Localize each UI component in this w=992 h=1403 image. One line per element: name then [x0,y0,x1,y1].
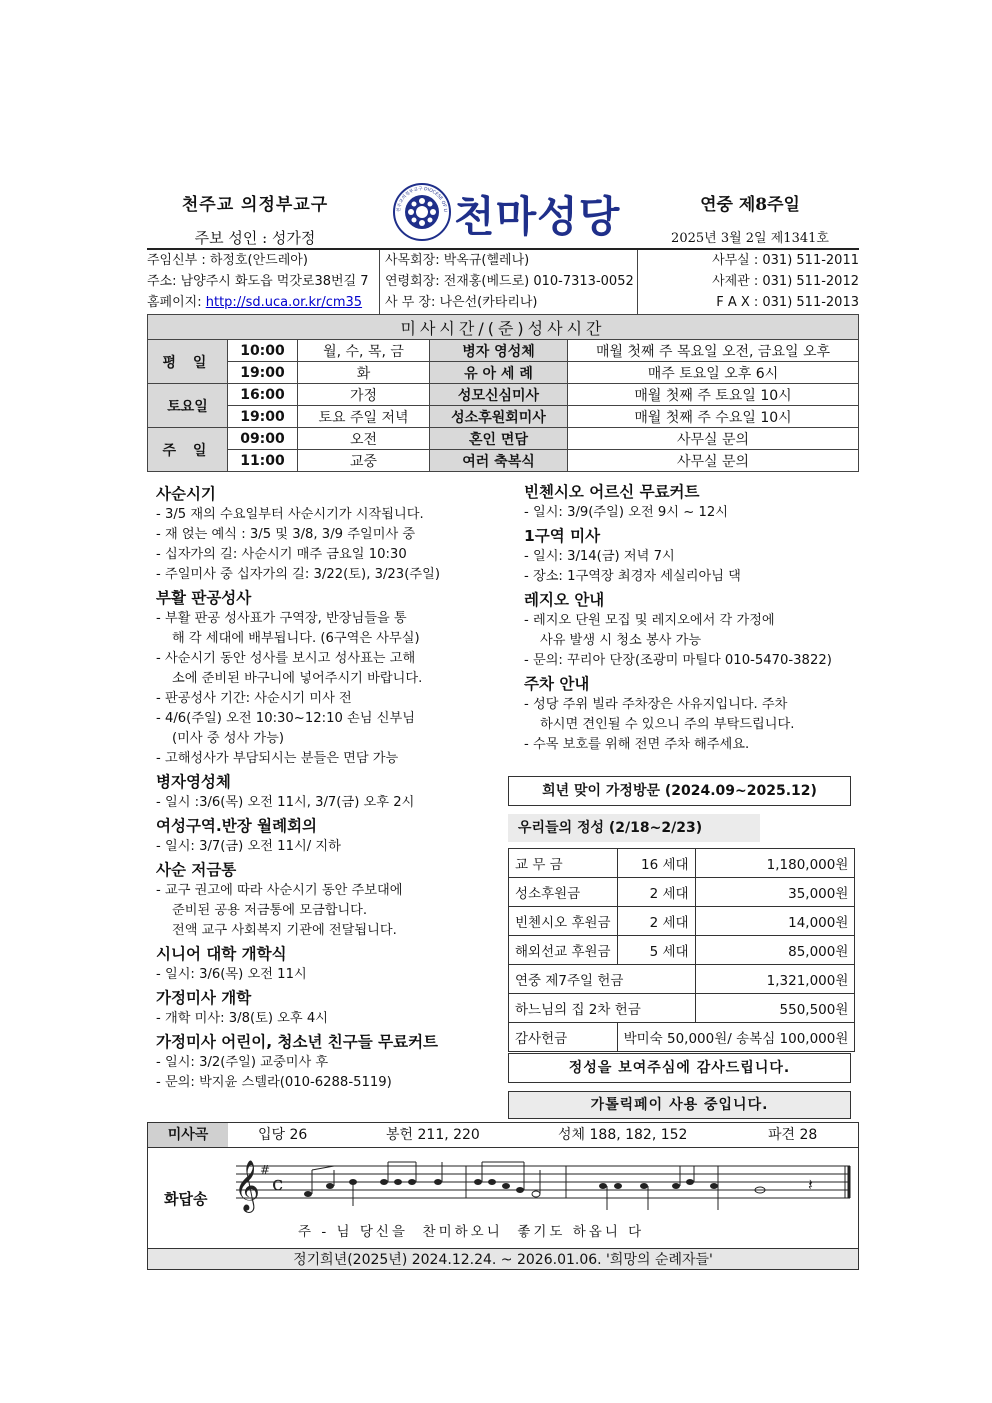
issue-date: 2025년 3월 2일 제1341호 [671,231,829,246]
left-section-line: 준비된 공용 저금통에 모금합니다. [172,903,368,918]
left-section-line: - 일시: 3/2(주일) 교중미사 후 [156,1055,329,1070]
mass-time: 09:00 [228,428,298,450]
left-section-line: - 문의: 박지윤 스텔라(010-6288-5119) [156,1075,392,1090]
address: 주소: 남양주시 화도읍 먹갓로38번길 7 [147,274,369,289]
left-section-line: 소에 준비된 바구니에 넣어주시기 바랍니다. [172,671,423,686]
offertory-hymn: 봉헌 211, 220 [386,1127,480,1143]
right-section-line: - 문의: 꾸리아 단장(조광미 마틸다 010-5470-3822) [524,653,832,668]
left-section-line: - 고해성사가 부담되시는 분들은 면담 가능 [156,751,399,766]
mass-time: 19:00 [228,406,298,428]
left-section-line: - 개학 미사: 3/8(토) 오후 4시 [156,1011,328,1026]
offering-amount: 85,000원 [695,936,855,965]
left-section-line: - 일시: 3/6(목) 오전 11시 [156,967,307,982]
right-section-title: 주차 안내 [524,675,590,693]
left-section-line: - 십자가의 길: 사순시기 매주 금요일 10:30 [156,547,407,562]
offering-amount: 1,321,000원 [695,965,855,994]
sacrament-info: 사무실 문의 [568,428,859,450]
mass-desc: 월, 수, 목, 금 [298,340,430,362]
offering-title: 우리들의 정성 (2/18~2/23) [508,814,760,842]
right-section-line: - 수목 보호를 위해 전면 주차 해주세요. [524,737,750,752]
right-section-line: - 레지오 단원 모집 및 레지오에서 각 가정에 [524,613,775,628]
jubilee-visit-box: 희년 맞이 가정방문 (2024.09~2025.12) [508,776,851,806]
left-section-line: - 판공성사 기간: 사순시기 미사 전 [156,691,352,706]
offering-name: 해외선교 후원금 [509,936,618,965]
sacrament-info: 매월 첫째 주 수요일 10시 [568,406,859,428]
mass-hymns [147,1122,859,1148]
hymn-label: 미사곡 [148,1123,228,1147]
sacrament-label: 성모신심미사 [430,384,568,406]
patron-saint: 주보 성인 : 성가정 [194,229,316,247]
left-section-title: 병자영성체 [156,773,231,791]
mass-time: 11:00 [228,450,298,472]
pastor: 주임신부 : 하정호(안드레아) [147,253,308,268]
offering-count: 16 세대 [617,849,695,878]
offering-amount: 35,000원 [695,878,855,907]
psalm-label: 화답송 [164,1190,208,1208]
mass-schedule-title: 미사시간/(준)성사시간 [148,315,859,340]
mass-desc: 화 [298,362,430,384]
left-section-line: - 재 얹는 예식 : 3/5 및 3/8, 3/9 주일미사 중 [156,527,416,542]
sacrament-label: 성소후원회미사 [430,406,568,428]
table-row [509,965,855,994]
left-section-line: - 일시 :3/6(목) 오전 11시, 3/7(금) 오후 2시 [156,795,415,810]
diocese-name: 천주교 의정부교구 [181,195,329,215]
right-section-title: 빈첸시오 어르신 무료커트 [524,483,700,501]
sacrament-info: 매월 첫째 주 목요일 오전, 금요일 오후 [568,340,859,362]
header-right [640,190,860,246]
svg-text:𝄽: 𝄽 [808,1175,813,1194]
right-section-line: 사유 발생 시 청소 봉사 가능 [540,633,702,648]
thanks-message: 정성을 보여주심에 감사드립니다. [508,1053,851,1083]
offering-name: 성소후원금 [509,878,618,907]
homepage-label: 홈페이지: [147,295,206,310]
sacrament-info: 사무실 문의 [568,450,859,472]
left-section-line: - 3/5 재의 수요일부터 사순시기가 시작됩니다. [156,507,424,522]
offering-amount: 14,000원 [695,907,855,936]
svg-text:c: c [272,1171,284,1195]
mass-schedule-table [147,314,859,472]
right-section-line: - 장소: 1구역장 최경자 세실리아님 댁 [524,569,741,584]
offering-name: 교 무 금 [509,849,618,878]
table-row [509,907,855,936]
office-manager: 사 무 장: 나은선(카타리나) [385,295,538,310]
svg-text:𝄞: 𝄞 [234,1160,261,1211]
entrance-hymn: 입당 26 [258,1127,308,1143]
offering-table [508,848,855,1052]
left-section-line: - 부활 판공 성사표가 구역장, 반장님들을 통 [156,611,407,626]
left-section-line: - 사순시기 동안 성사를 보시고 성사표는 고해 [156,651,416,666]
communion-hymn: 성체 188, 182, 152 [558,1127,688,1143]
diocese-seal-icon [392,182,452,242]
left-section-line: 전액 교구 사회복지 기관에 전달됩니다. [172,923,397,938]
dismissal-hymn: 파견 28 [768,1127,818,1143]
offering-name: 하느님의 집 2차 헌금 [509,994,696,1023]
offering-count: 5 세대 [617,936,695,965]
sacrament-info: 매주 토요일 오후 6시 [568,362,859,384]
sacrament-label: 혼인 면담 [430,428,568,450]
offering-name: 빈첸시오 후원금 [509,907,618,936]
weekday-label: 평 일 [148,340,228,384]
right-section-title: 1구역 미사 [524,527,601,545]
table-row [509,878,855,907]
left-section-title: 사순 저금통 [156,861,237,879]
left-section-title: 가정미사 개학 [156,989,252,1007]
left-section-title: 시니어 대학 개학식 [156,945,287,963]
table-row [509,1023,855,1052]
mass-desc: 교중 [298,450,430,472]
right-section-title: 레지오 안내 [524,591,605,609]
catholic-pay-notice: 가톨릭페이 사용 중입니다. [508,1091,851,1119]
left-section-line: - 일시: 3/7(금) 오전 11시/ 지하 [156,839,341,854]
left-section-line: 해 각 세대에 배부됩니다. (6구역은 사무실) [172,631,420,646]
header-left [150,190,360,248]
jubilee-footer: 정기희년(2025년) 2024.12.24. ~ 2026.01.06. '희망의 순례자들' [147,1248,859,1270]
table-row [509,849,855,878]
table-row [509,994,855,1023]
table-row [509,936,855,965]
sacrament-label: 여러 축복식 [430,450,568,472]
mass-time: 16:00 [228,384,298,406]
liturgical-week: 연중 제8주일 [700,195,800,215]
seal-text: 천주교의정부교구 DIOCESE OF U [396,186,448,213]
sunday-label: 주 일 [148,428,228,472]
homepage-row [147,292,379,313]
funeral-chair: 연령회장: 전재홍(베드로) 010-7313-0052 [385,274,634,289]
offering-amount: 1,180,000원 [695,849,855,878]
left-section-title: 사순시기 [156,485,216,503]
contact-info [147,248,859,314]
left-announcements [156,483,484,1095]
psalm-score [147,1148,859,1248]
psalm-lyrics: 주 - 님 당신을 찬미하오니 좋기도 하옵니 다 [298,1224,645,1240]
mass-desc: 오전 [298,428,430,450]
offering-count: 2 세대 [617,907,695,936]
offering-count: 2 세대 [617,878,695,907]
right-section-line: 하시면 견인될 수 있으니 주의 부탁드립니다. [540,717,795,732]
left-section-line: - 4/6(주일) 오전 10:30~12:10 손님 신부님 [156,711,415,726]
right-section-line: - 일시: 3/9(주일) 오전 9시 ~ 12시 [524,505,728,520]
left-section-line: - 주일미사 중 십자가의 길: 3/22(토), 3/23(주일) [156,567,440,582]
mass-time: 19:00 [228,362,298,384]
svg-text:#: # [260,1163,271,1177]
sacrament-info: 매월 첫째 주 토요일 10시 [568,384,859,406]
left-section-title: 가정미사 어린이, 청소년 친구들 무료커트 [156,1033,439,1051]
left-section-title: 부활 판공성사 [156,589,252,607]
office-phone: 사무실 : 031) 511-2011 [712,253,859,268]
church-name: 천마성당 [454,192,621,241]
left-section-line: (미사 중 성사 가능) [172,731,285,746]
mass-desc: 토요 주일 저녁 [298,406,430,428]
gift-donors: 박미숙 50,000원/ 송복심 100,000원 [617,1023,855,1052]
fax: F A X : 031) 511-2013 [716,295,859,310]
rectory-phone: 사제관 : 031) 511-2012 [712,274,859,289]
homepage-link[interactable]: http://sd.uca.or.kr/cm35 [205,295,363,310]
pastoral-council-chair: 사목회장: 박옥규(헬레나) [385,253,530,268]
saturday-label: 토요일 [148,384,228,428]
gift-label: 감사헌금 [509,1023,618,1052]
right-section-line: - 성당 주위 빌라 주차장은 사유지입니다. 주차 [524,697,788,712]
right-section-line: - 일시: 3/14(금) 저녁 7시 [524,549,675,564]
mass-time: 10:00 [228,340,298,362]
sacrament-label: 유 아 세 례 [430,362,568,384]
left-section-line: - 교구 권고에 따라 사순시기 동안 주보대에 [156,883,403,898]
offering-amount: 550,500원 [695,994,855,1023]
offering-name: 연중 제7주일 헌금 [509,965,696,994]
sacrament-label: 병자 영성체 [430,340,568,362]
mass-desc: 가정 [298,384,430,406]
church-logo [392,182,622,244]
left-section-title: 여성구역.반장 월례회의 [156,817,318,835]
right-announcements [524,481,854,757]
